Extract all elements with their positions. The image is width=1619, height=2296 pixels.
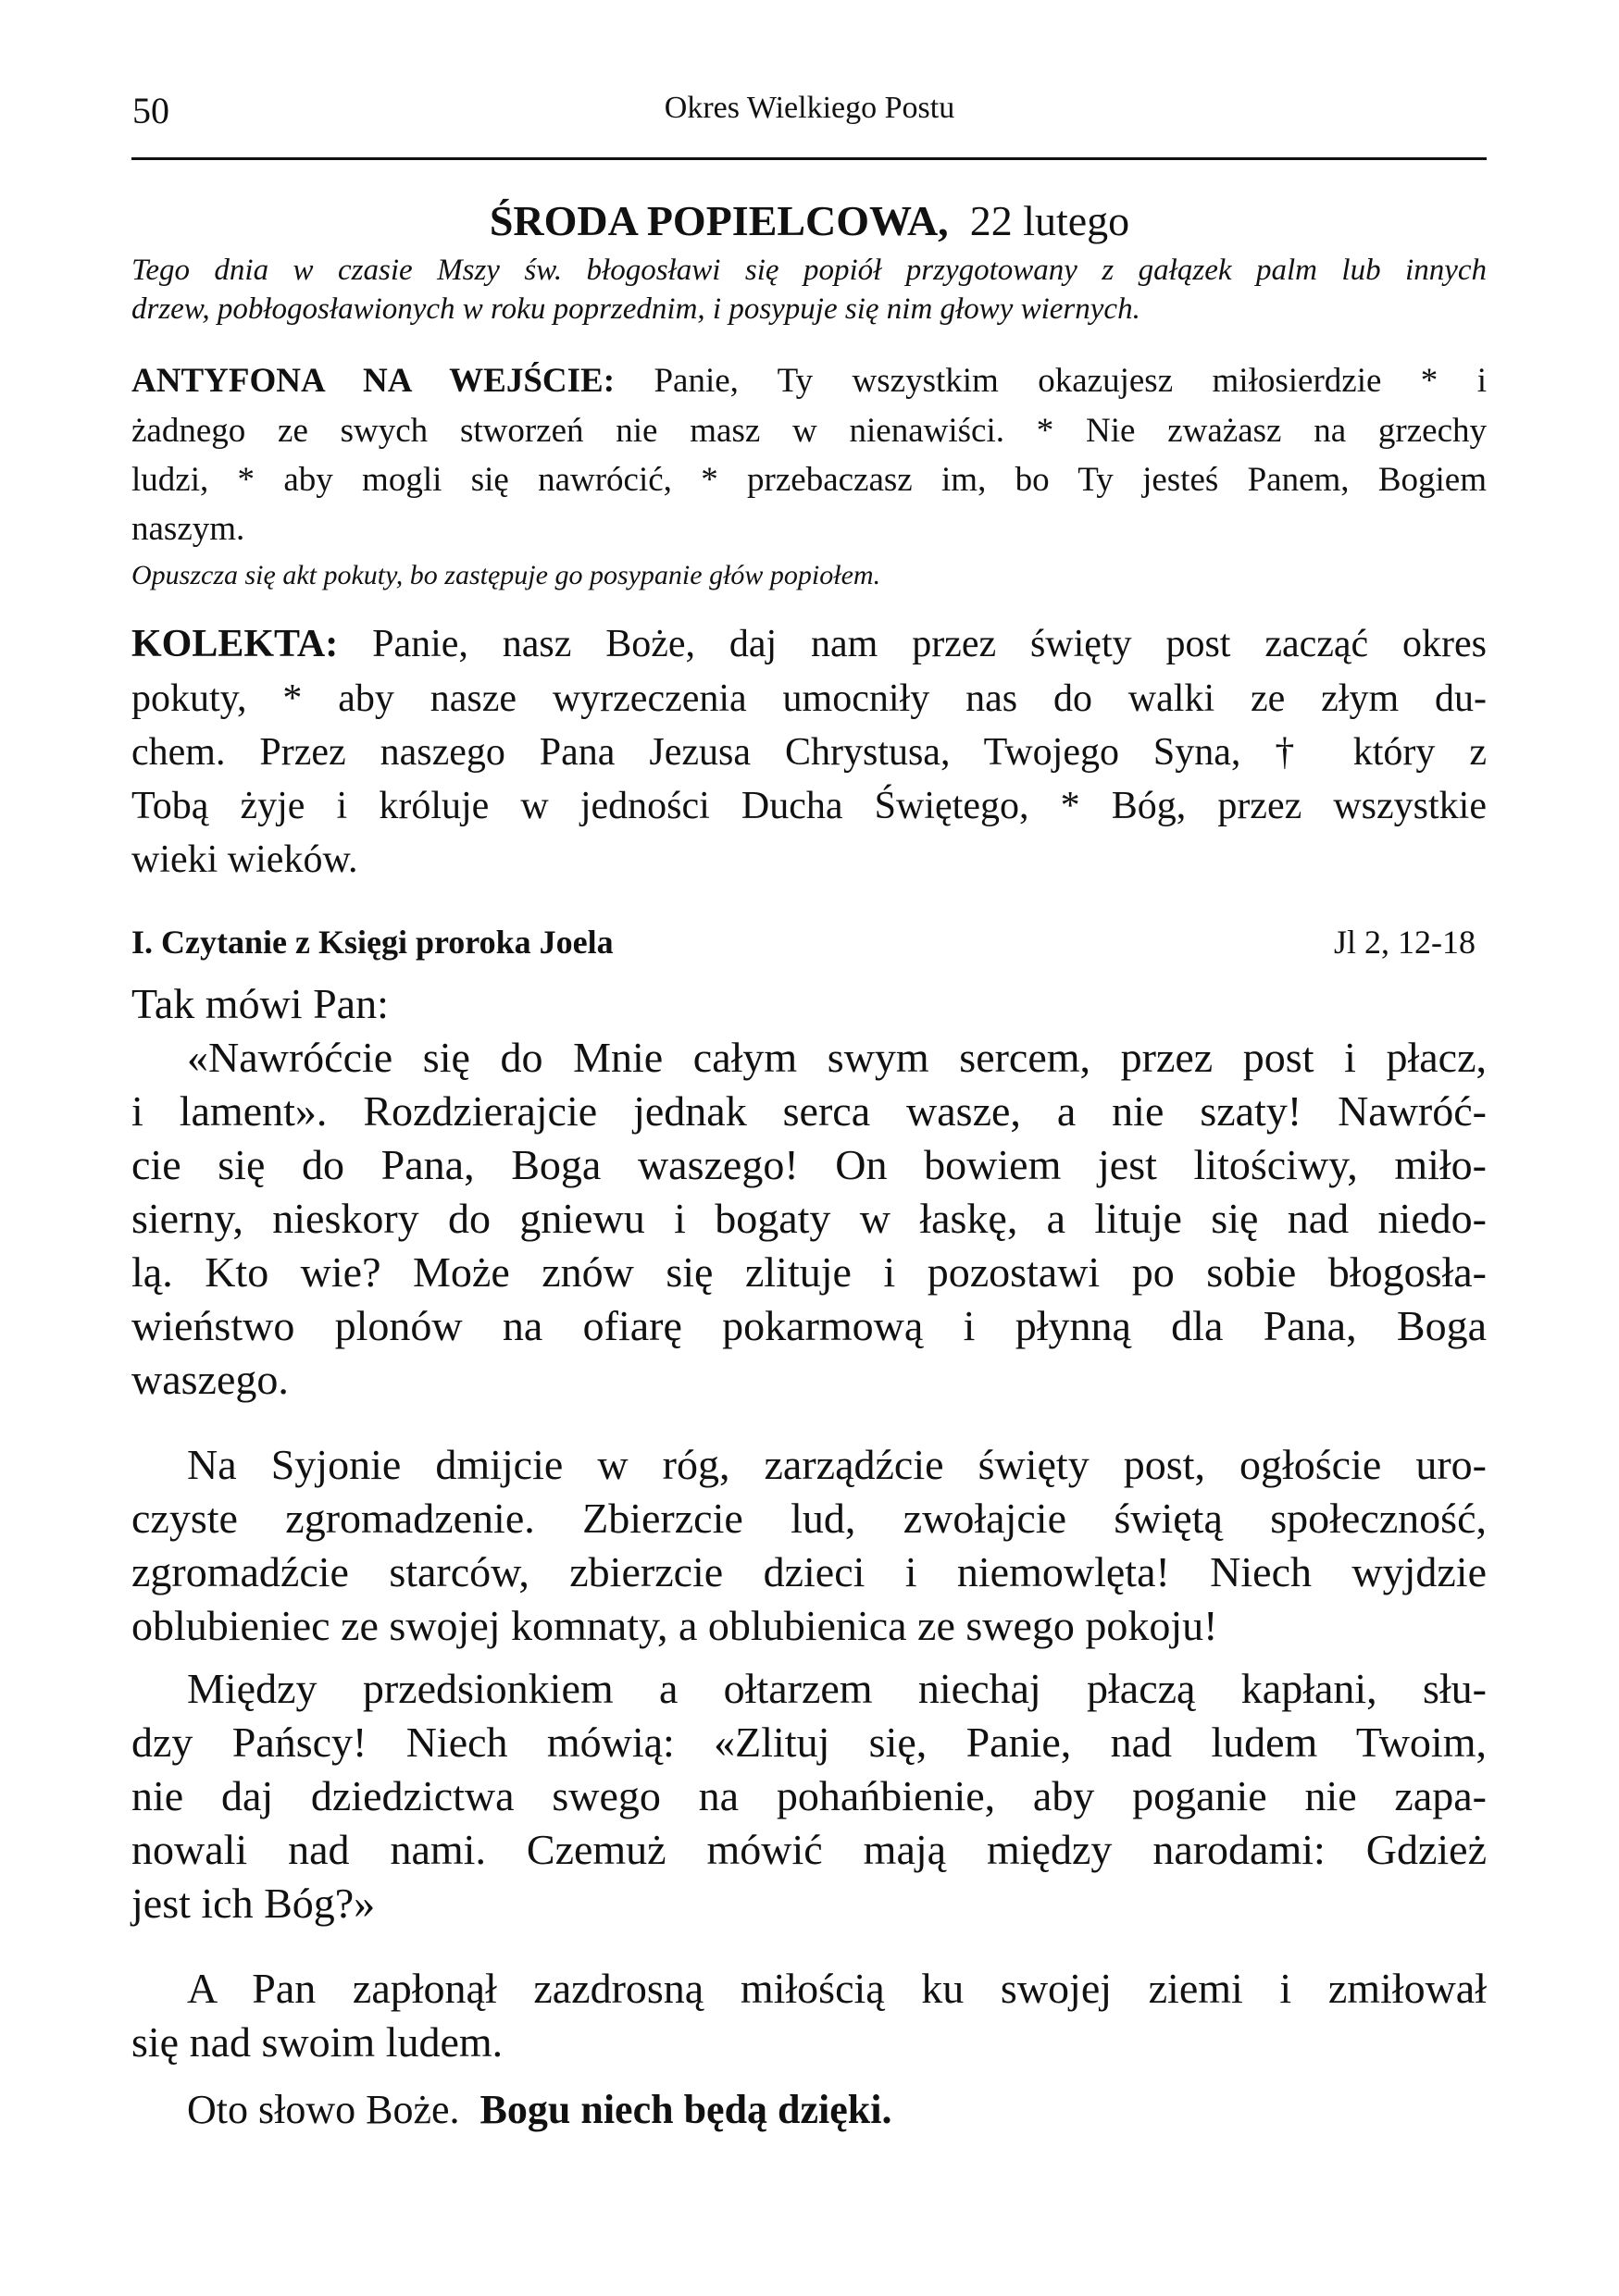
reading-line: cie się do Pana, Boga waszego! On bowiem jest litościwy, miło- [131, 1141, 1487, 1188]
reading-line: oblubieniec ze swojej komnaty, a oblubienica ze swego pokoju! [131, 1602, 1218, 1649]
reading-line: zgromadźcie starców, zbierzcie dzieci i niemowlęta! Niech wyjdzie [131, 1548, 1487, 1595]
reading-line: waszego. [131, 1356, 289, 1403]
reading-line: Między przedsionkiem a ołtarzem niechaj płaczą kapłani, słu- [187, 1665, 1487, 1712]
page-title [0, 196, 1619, 245]
reading-line: nowali nad nami. Czemuż mówić mają między narodami: Gdzież [131, 1826, 1487, 1873]
title-date: 22 lutego [969, 197, 1130, 244]
kolekta-text: Panie, nasz Boże, daj nam przez święty post zacząć okres [338, 623, 1487, 665]
reading-line: Na Syjonie dmijcie w róg, zarządźcie święty post, ogłoście uro- [187, 1441, 1487, 1488]
kolekta-line: Tobą żyje i króluje w jedności Ducha Świętego, * Bóg, przez wszystkie [131, 785, 1487, 827]
title-name: ŚRODA POPIELCOWA, [489, 197, 949, 244]
antyfona-rubric: Opuszcza się akt pokuty, bo zastępuje go posypanie głów popiołem. [131, 560, 881, 590]
running-title: Okres Wielkiego Postu [664, 91, 955, 125]
reading-line: «Nawróćcie się do Mnie całym swym sercem, przez post i płacz, [187, 1034, 1487, 1081]
antyfona-line: ludzi, * aby mogli się nawrócić, * przebaczasz im, bo Ty jesteś Panem, Bogiem [131, 461, 1487, 499]
reading-line: wieństwo plonów na ofiarę pokarmową i płynną dla Pana, Boga [131, 1302, 1487, 1349]
antyfona-line [131, 361, 1487, 401]
acclamation: Oto słowo Boże. [187, 2087, 460, 2132]
kolekta-line: pokuty, * aby nasze wyrzeczenia umocniły nas do walki ze złym du- [131, 677, 1487, 720]
antyfona-text: Panie, Ty wszystkim okazujesz miłosierdzie * i [615, 362, 1487, 400]
intro-rubric-line: drzew, pobłogosławionych w roku poprzednim, i posypuje się nim głowy wiernych. [131, 292, 1140, 326]
reading-title: I. Czytanie z Księgi proroka Joela [131, 924, 614, 961]
page-number: 50 [132, 90, 169, 131]
reading-line: lą. Kto wie? Może znów się zlituje i pozostawi po sobie błogosła- [131, 1248, 1487, 1296]
header-rule [131, 157, 1487, 160]
reading-heading [131, 923, 1487, 962]
kolekta-line: wieki wieków. [131, 838, 358, 881]
reading-line: nie daj dziedzictwa swego na pohańbienie, aby poganie nie zapa- [131, 1772, 1487, 1819]
reading-intro: Tak mówi Pan: [131, 980, 389, 1027]
reading-line: sierny, nieskory do gniewu i bogaty w łaskę, a lituje się nad niedo- [131, 1195, 1487, 1242]
antyfona-label: ANTYFONA NA WEJŚCIE: [131, 362, 616, 400]
response: Bogu niech będą dzięki. [479, 2087, 892, 2132]
antyfona-line: naszym. [131, 510, 245, 548]
antyfona-line: żadnego ze swych stworzeń nie masz w nienawiści. * Nie zważasz na grzechy [131, 412, 1487, 450]
reading-line: dzy Pańscy! Niech mówią: «Zlituj się, Panie, nad ludem Twoim, [131, 1719, 1487, 1766]
reading-line: się nad swoim ludem. [131, 2018, 504, 2066]
kolekta-line: chem. Przez naszego Pana Jezusa Chrystusa, Twojego Syna, † który z [131, 731, 1487, 774]
reading-line: A Pan zapłonął zazdrosną miłością ku swojej ziemi i zmiłował [187, 1965, 1487, 2012]
intro-rubric-line: Tego dnia w czasie Mszy św. błogosławi się popiół przygotowany z gałązek palm lub innych [131, 254, 1487, 287]
reading-line: i lament». Rozdzierajcie jednak serca wasze, a nie szaty! Nawróć- [131, 1087, 1487, 1135]
kolekta-line [131, 622, 1487, 666]
reading-conclusion [187, 2086, 1487, 2133]
reading-line: czyste zgromadzenie. Zbierzcie lud, zwołajcie świętą społeczność, [131, 1495, 1487, 1542]
reading-reference: Jl 2, 12-18 [1334, 924, 1476, 961]
reading-line: jest ich Bóg?» [131, 1880, 376, 1927]
kolekta-label: KOLEKTA: [131, 623, 339, 665]
